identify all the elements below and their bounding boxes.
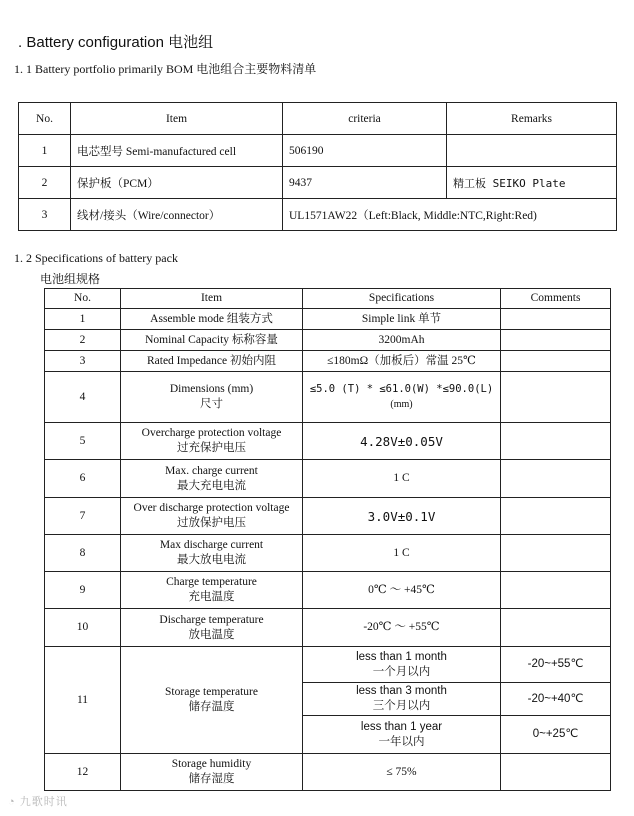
cell-spec: [303, 372, 501, 423]
table-row: [45, 535, 611, 572]
cell-item-en: Charge temperature: [166, 576, 257, 588]
cell-item: [121, 647, 303, 754]
bom-table: [18, 102, 617, 231]
cell-item-cn: 储存温度: [188, 701, 235, 713]
table-row: [45, 754, 611, 791]
cell-item: [121, 460, 303, 498]
table-row: [45, 498, 611, 535]
cell-no: 2: [45, 330, 121, 351]
cell-item-cn: 最大充电电流: [177, 479, 246, 492]
cell-item: Assemble mode 组装方式: [121, 309, 303, 330]
cell-spec-cn: 三个月以内: [372, 700, 431, 712]
cell-item: 保护板（PCM）: [71, 167, 283, 199]
cell-item: [121, 372, 303, 423]
cell-item-cn: 最大放电电流: [177, 554, 246, 566]
spec-table: [44, 288, 611, 791]
cell-no: 12: [45, 754, 121, 791]
cell-no: 7: [45, 498, 121, 535]
cell-item: [121, 609, 303, 647]
spec-section-subtitle: 电池组规格: [40, 272, 101, 286]
cell-comment: [501, 460, 611, 498]
cell-item-cn: 放电温度: [188, 628, 235, 641]
cell-item-en: Storage temperature: [165, 686, 258, 698]
cell-comment: 0~+25℃: [501, 716, 611, 754]
cell-comment: [501, 423, 611, 460]
cell-remarks: 精工板 SEIKO Plate: [447, 167, 617, 199]
cell-spec: 1 C: [303, 460, 501, 498]
cell-spec-line2: (mm): [390, 399, 413, 410]
cell-item: Rated Impedance 初始内阻: [121, 351, 303, 372]
table-row: [45, 423, 611, 460]
cell-spec: ≤ 75%: [303, 754, 501, 791]
table-header-row: [45, 289, 611, 309]
cell-no: 3: [45, 351, 121, 372]
watermark-logo-icon: ◔: [8, 796, 16, 808]
cell-item: [121, 498, 303, 535]
cell-item-en: Dimensions (mm): [169, 383, 254, 395]
section-heading: [18, 31, 213, 52]
cell-spec: Simple link 单节: [303, 309, 501, 330]
table-header-row: [19, 103, 617, 135]
spec-section-title: 1. 2 Specifications of battery pack: [14, 251, 178, 265]
bom-section-title: 1. 1 Battery portfolio primarily BOM 电池组合主要物料清单: [14, 62, 317, 76]
cell-comment: [501, 309, 611, 330]
table-row: [45, 330, 611, 351]
cell-spec-en: less than 1 month: [356, 650, 447, 663]
cell-no: 10: [45, 609, 121, 647]
cell-item-cn: 充电温度: [188, 591, 235, 603]
cell-no: 8: [45, 535, 121, 572]
cell-comment: -20~+55℃: [501, 647, 611, 683]
watermark: [8, 793, 68, 809]
cell-spec-line1: ≤5.0 (T) * ≤61.0(W) *≤90.0(L): [309, 383, 494, 395]
cell-item: Nominal Capacity 标称容量: [121, 330, 303, 351]
cell-spec-cn: 一个月以内: [372, 665, 431, 678]
cell-spec-cn: 一年以内: [378, 735, 425, 748]
cell-comment: [501, 572, 611, 609]
cell-no: 3: [19, 199, 71, 231]
cell-criteria: 506190: [283, 135, 447, 167]
cell-item: [121, 423, 303, 460]
cell-item-en: Storage humidity: [171, 758, 252, 770]
cell-criteria: 9437: [283, 167, 447, 199]
cell-spec: 0℃ ～ +45℃: [303, 572, 501, 609]
cell-item: [121, 535, 303, 572]
cell-no: 6: [45, 460, 121, 498]
cell-item-cn: 储存湿度: [188, 773, 235, 785]
cell-no: 11: [45, 647, 121, 754]
cell-comment: [501, 609, 611, 647]
col-header-comments: Comments: [501, 289, 611, 309]
cell-comment: [501, 372, 611, 423]
cell-spec: 4.28V±0.05V: [303, 423, 501, 460]
cell-spec: [303, 716, 501, 754]
col-header-item: Item: [71, 103, 283, 135]
cell-no: 9: [45, 572, 121, 609]
cell-comment: [501, 498, 611, 535]
cell-item: 线材/接头（Wire/connector）: [71, 199, 283, 231]
table-row: [45, 572, 611, 609]
cell-item-cn: 尺寸: [200, 398, 223, 410]
cell-spec: [303, 647, 501, 683]
heading-title-cn: 电池组: [168, 34, 214, 51]
cell-item-en: Discharge temperature: [159, 613, 264, 626]
cell-no: 1: [19, 135, 71, 167]
cell-spec-en: less than 1 year: [360, 720, 443, 733]
heading-title: Battery configuration: [26, 34, 164, 51]
cell-no: 5: [45, 423, 121, 460]
col-header-specifications: Specifications: [303, 289, 501, 309]
cell-comment: [501, 535, 611, 572]
cell-item: [121, 754, 303, 791]
cell-item-en: Over discharge protection voltage: [133, 502, 290, 514]
cell-remarks: [447, 135, 617, 167]
col-header-remarks: Remarks: [447, 103, 617, 135]
table-row: [45, 647, 611, 683]
cell-spec: ≤180mΩ（加板后）常温 25℃: [303, 351, 501, 372]
cell-comment: -20~+40℃: [501, 683, 611, 716]
cell-spec: 3.0V±0.1V: [303, 498, 501, 535]
cell-item: [121, 572, 303, 609]
col-header-item: Item: [121, 289, 303, 309]
cell-no: 1: [45, 309, 121, 330]
cell-spec: 1 C: [303, 535, 501, 572]
cell-spec: 3200mAh: [303, 330, 501, 351]
cell-item-cn: 过充保护电压: [177, 442, 246, 454]
cell-comment: [501, 351, 611, 372]
table-row: [45, 609, 611, 647]
table-row: [45, 351, 611, 372]
cell-spec-en: less than 3 month: [356, 685, 447, 697]
table-row: [45, 309, 611, 330]
table-row: [45, 460, 611, 498]
cell-item: 电芯型号 Semi-manufactured cell: [71, 135, 283, 167]
cell-item-en: Max. charge current: [165, 464, 258, 477]
col-header-criteria: criteria: [283, 103, 447, 135]
col-header-no: No.: [19, 103, 71, 135]
cell-spec: -20℃ ～ +55℃: [303, 609, 501, 647]
cell-comment: [501, 330, 611, 351]
cell-item-en: Overcharge protection voltage: [141, 427, 282, 439]
table-row: [19, 199, 617, 231]
cell-comment: [501, 754, 611, 791]
cell-item-en: Max discharge current: [159, 539, 264, 551]
heading-prefix: .: [18, 34, 23, 51]
table-row: [19, 167, 617, 199]
cell-item-cn: 过放保护电压: [177, 517, 246, 529]
table-row: [45, 372, 611, 423]
cell-criteria: UL1571AW22（Left:Black, Middle:NTC,Right:Red): [283, 199, 617, 231]
watermark-text: 九歌时讯: [19, 796, 68, 808]
col-header-no: No.: [45, 289, 121, 309]
cell-no: 2: [19, 167, 71, 199]
table-row: [19, 135, 617, 167]
cell-no: 4: [45, 372, 121, 423]
cell-spec: [303, 683, 501, 716]
